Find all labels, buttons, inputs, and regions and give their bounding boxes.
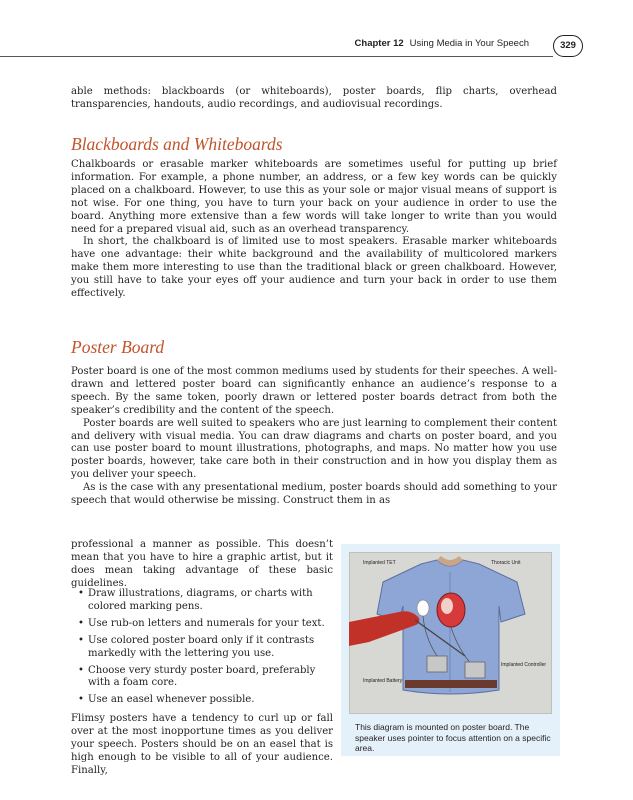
list-item: [78, 694, 328, 707]
chapter-label: Chapter 12: [354, 38, 404, 49]
label-tet: Implanted TET: [363, 560, 396, 566]
poster-photo: [349, 552, 552, 714]
tet-coil-illustration: [417, 600, 429, 616]
running-header: [0, 36, 633, 60]
paragraph: Poster boards are well suited to speakers who are just learning to complement their content and delivery with visual media. You can draw diagrams and charts on poster board, and you can use poster board to mount illustrations, photographs, and maps. No matter how you use poster boards, however, take care both in their construction and in how you display them as you deliver your speech.: [71, 417, 557, 481]
running-head: [355, 38, 529, 49]
page-number: 329: [553, 35, 583, 57]
heart-highlight: [441, 598, 453, 614]
list-item-text: Use rub-on letters and numerals for your text.: [88, 617, 325, 629]
paragraph: In short, the chalkboard is of limited use to most speakers. Erasable marker whiteboards have one advantage: their white background and the availability of multicolored markers make them more interesting to use than the traditional black or green chalkboard. However, you still have to take your eyes off your audience and turn your back in order to use them effectively.: [71, 236, 557, 300]
continuation-block: [71, 539, 333, 591]
battery-box: [427, 656, 447, 672]
label-controller: Implanted Controller: [501, 662, 547, 668]
blackboards-heading: Blackboards and Whiteboards: [71, 134, 283, 154]
bullet-icon: •: [78, 588, 84, 599]
belt-illustration: [405, 680, 497, 688]
label-battery: Implanted Battery: [363, 678, 403, 684]
figure-caption: This diagram is mounted on poster board. The speaker uses pointer to focus attention on a specific area.: [355, 722, 551, 754]
bullet-icon: •: [78, 664, 84, 676]
list-item-text: Use colored poster board only if it contrasts markedly with the lettering you use.: [88, 634, 315, 659]
closing-block: [71, 713, 333, 778]
bullet-icon: •: [78, 694, 84, 706]
list-item-text: Choose very sturdy poster board, preferably with a foam core.: [88, 664, 316, 689]
paragraph: As is the case with any presentational medium, poster boards should add something to your speech that would otherwise be missing. Construct them in as: [71, 482, 557, 507]
opening-paragraph-block: [71, 86, 557, 112]
list-item: [78, 618, 328, 631]
list-item-text: Use an easel whenever possible.: [88, 694, 255, 706]
paragraph: Poster board is one of the most common mediums used by students for their speeches. A well-drawn and lettered poster board can significantly enhance an audience’s response to a speech. By the same token, poorly drawn or lettered poster boards detract from both the speaker’s credibility and the content of the speech.: [71, 366, 557, 416]
blackboards-section: [71, 159, 557, 301]
bullet-icon: •: [78, 617, 84, 629]
opening-paragraph: able methods: blackboards (or whiteboards), poster boards, flip charts, overhead transparencies, handouts, audio recordings, and audiovisual recordings.: [71, 86, 557, 110]
closing-paragraph: Flimsy posters have a tendency to curl up or fall over at the most inopportune times as you deliver your speech. Posters should be on an easel that is high enough to be visible to all of your audience. Finally,: [71, 713, 333, 776]
list-item: [78, 665, 328, 691]
paragraph: Chalkboards or erasable marker whiteboards are sometimes useful for putting up brief information. For example, a phone number, an address, or a few key words can be quickly placed on a chalkboard. However, to use this as your sole or major visual means of support is not wise. For one thing, you have to turn your back on your audience in order to use the board. Anything more extensive than a few words will take longer to write than you would need for a prepared visual aid, such as an overhead transparency.: [71, 159, 557, 235]
figure-panel: [341, 544, 560, 756]
guidelines-list: [78, 588, 328, 711]
chapter-title: Using Media in Your Speech: [409, 38, 529, 49]
header-rule: [0, 56, 553, 57]
poster-board-section: [71, 366, 557, 508]
label-thoracic: Thoracic Unit: [491, 560, 521, 566]
list-item: [78, 635, 328, 661]
continuation-paragraph: professional a manner as possible. This doesn’t mean that you have to hire a graphic artist, but it does mean taking advantage of these basic guidelines.: [71, 539, 333, 589]
bullet-icon: •: [78, 634, 84, 646]
controller-box: [465, 662, 485, 678]
list-item: [78, 588, 328, 614]
poster-board-heading: Poster Board: [71, 337, 165, 357]
list-item-text: Draw illustrations, diagrams, or charts with colored marking pens.: [88, 588, 313, 612]
